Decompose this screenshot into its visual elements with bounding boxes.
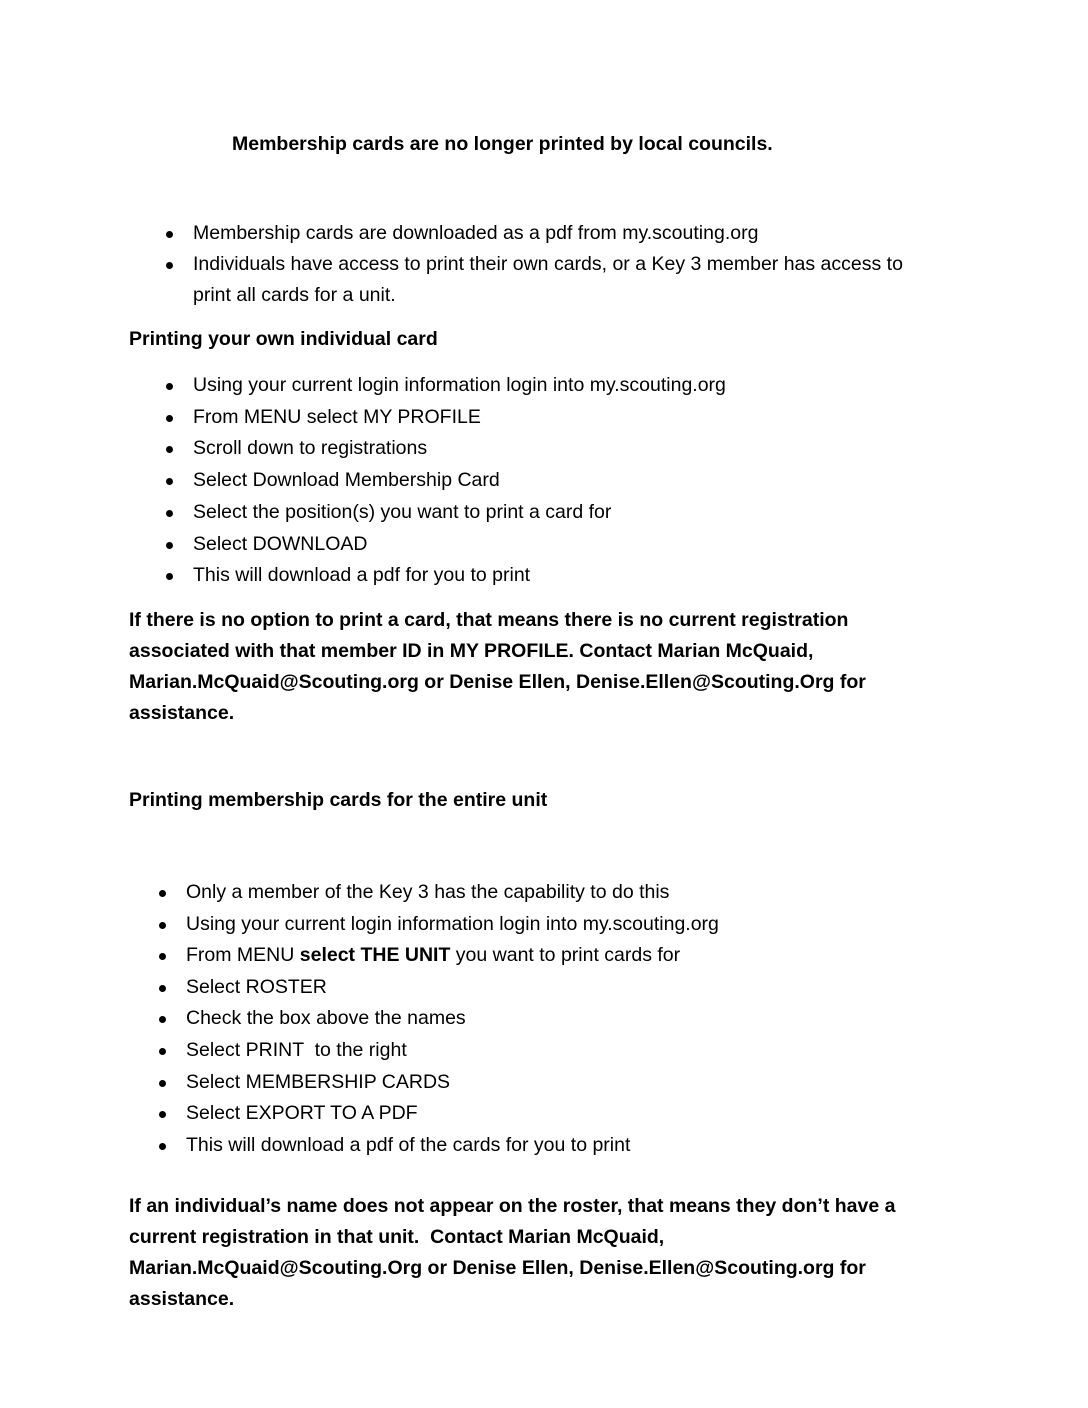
bullet-icon bbox=[166, 231, 173, 238]
list-item bbox=[193, 560, 993, 592]
individual-assistance-note bbox=[129, 605, 949, 729]
list-item bbox=[193, 402, 993, 434]
unit-steps-list bbox=[186, 877, 986, 1161]
bullet-icon bbox=[159, 922, 166, 929]
list-item-text: Select ROSTER bbox=[186, 975, 327, 998]
list-item-text: Select PRINT to the right bbox=[186, 1038, 407, 1061]
note-line: If an individual’s name does not appear on the roster, that means they don’t have a bbox=[129, 1195, 896, 1217]
list-item-text: Scroll down to registrations bbox=[193, 437, 428, 460]
list-item bbox=[193, 370, 993, 402]
list-item-text: From MENU select MY PROFILE bbox=[193, 405, 481, 428]
list-item bbox=[186, 972, 986, 1004]
list-item bbox=[193, 249, 993, 311]
section-heading-individual: Printing your own individual card bbox=[129, 328, 438, 350]
bullet-icon bbox=[166, 542, 173, 549]
list-item bbox=[186, 1098, 986, 1130]
list-item bbox=[186, 940, 986, 972]
list-item-text: This will download a pdf for you to print bbox=[193, 564, 531, 587]
list-item bbox=[193, 218, 993, 249]
list-item bbox=[186, 1035, 986, 1067]
section-heading-unit: Printing membership cards for the entire unit bbox=[129, 789, 548, 811]
bullet-icon bbox=[159, 1080, 166, 1087]
bullet-icon bbox=[166, 383, 173, 390]
individual-steps-list bbox=[193, 370, 993, 592]
list-item bbox=[193, 465, 993, 497]
note-line: Marian.McQuaid@Scouting.Org or Denise Ellen, Denise.Ellen@Scouting.org for bbox=[129, 1257, 866, 1279]
bullet-icon bbox=[166, 478, 173, 485]
list-item-text-bold: select THE UNIT bbox=[299, 944, 451, 967]
list-item-text-pre: From MENU bbox=[186, 944, 300, 967]
note-line: assistance. bbox=[129, 1288, 235, 1310]
list-item-text-post: you want to print cards for bbox=[450, 944, 681, 967]
list-item bbox=[186, 1067, 986, 1099]
bullet-icon bbox=[159, 1111, 166, 1118]
bullet-icon bbox=[159, 1143, 166, 1150]
list-item bbox=[193, 497, 993, 529]
bullet-icon bbox=[166, 262, 173, 269]
list-item bbox=[186, 877, 986, 909]
unit-assistance-note bbox=[129, 1191, 949, 1315]
list-item-text: Only a member of the Key 3 has the capability to do this bbox=[186, 881, 670, 903]
intro-bullet-list bbox=[193, 218, 993, 311]
note-line: Marian.McQuaid@Scouting.org or Denise Ellen, Denise.Ellen@Scouting.Org for bbox=[129, 671, 866, 693]
list-item bbox=[193, 433, 993, 465]
list-item-text: Using your current login information login into my.scouting.org bbox=[186, 912, 719, 935]
list-item-text: Using your current login information login into my.scouting.org bbox=[193, 374, 726, 396]
list-item-text: Select DOWNLOAD bbox=[193, 532, 368, 555]
bullet-icon bbox=[159, 985, 166, 992]
bullet-icon bbox=[166, 446, 173, 453]
list-item bbox=[186, 1003, 986, 1035]
note-line: If there is no option to print a card, that means there is no current registration bbox=[129, 609, 849, 631]
list-item-text: Select the position(s) you want to print a card for bbox=[193, 500, 612, 523]
list-item bbox=[186, 1130, 986, 1162]
bullet-icon bbox=[166, 510, 173, 517]
bullet-icon bbox=[159, 953, 166, 960]
note-line: current registration in that unit. Contact Marian McQuaid, bbox=[129, 1226, 665, 1248]
list-item-text: Membership cards are downloaded as a pdf from my.scouting.org bbox=[193, 222, 759, 244]
list-item-text: Individuals have access to print their own cards, or a Key 3 member has access to bbox=[193, 253, 903, 275]
list-item-text: Check the box above the names bbox=[186, 1007, 466, 1030]
bullet-icon bbox=[159, 1048, 166, 1055]
list-item-text: print all cards for a unit. bbox=[193, 284, 396, 306]
list-item bbox=[193, 529, 993, 561]
note-line: associated with that member ID in MY PROFILE. Contact Marian McQuaid, bbox=[129, 640, 814, 662]
note-line: assistance. bbox=[129, 702, 235, 724]
bullet-icon bbox=[159, 890, 166, 897]
list-item bbox=[186, 909, 986, 941]
list-item-text: This will download a pdf of the cards for you to print bbox=[186, 1133, 631, 1156]
page-title: Membership cards are no longer printed by local councils. bbox=[232, 133, 773, 155]
list-item-text: Select Download Membership Card bbox=[193, 469, 500, 492]
bullet-icon bbox=[166, 415, 173, 422]
bullet-icon bbox=[166, 573, 173, 580]
list-item-text: Select MEMBERSHIP CARDS bbox=[186, 1070, 451, 1093]
bullet-icon bbox=[159, 1016, 166, 1023]
list-item-text: Select EXPORT TO A PDF bbox=[186, 1102, 418, 1125]
